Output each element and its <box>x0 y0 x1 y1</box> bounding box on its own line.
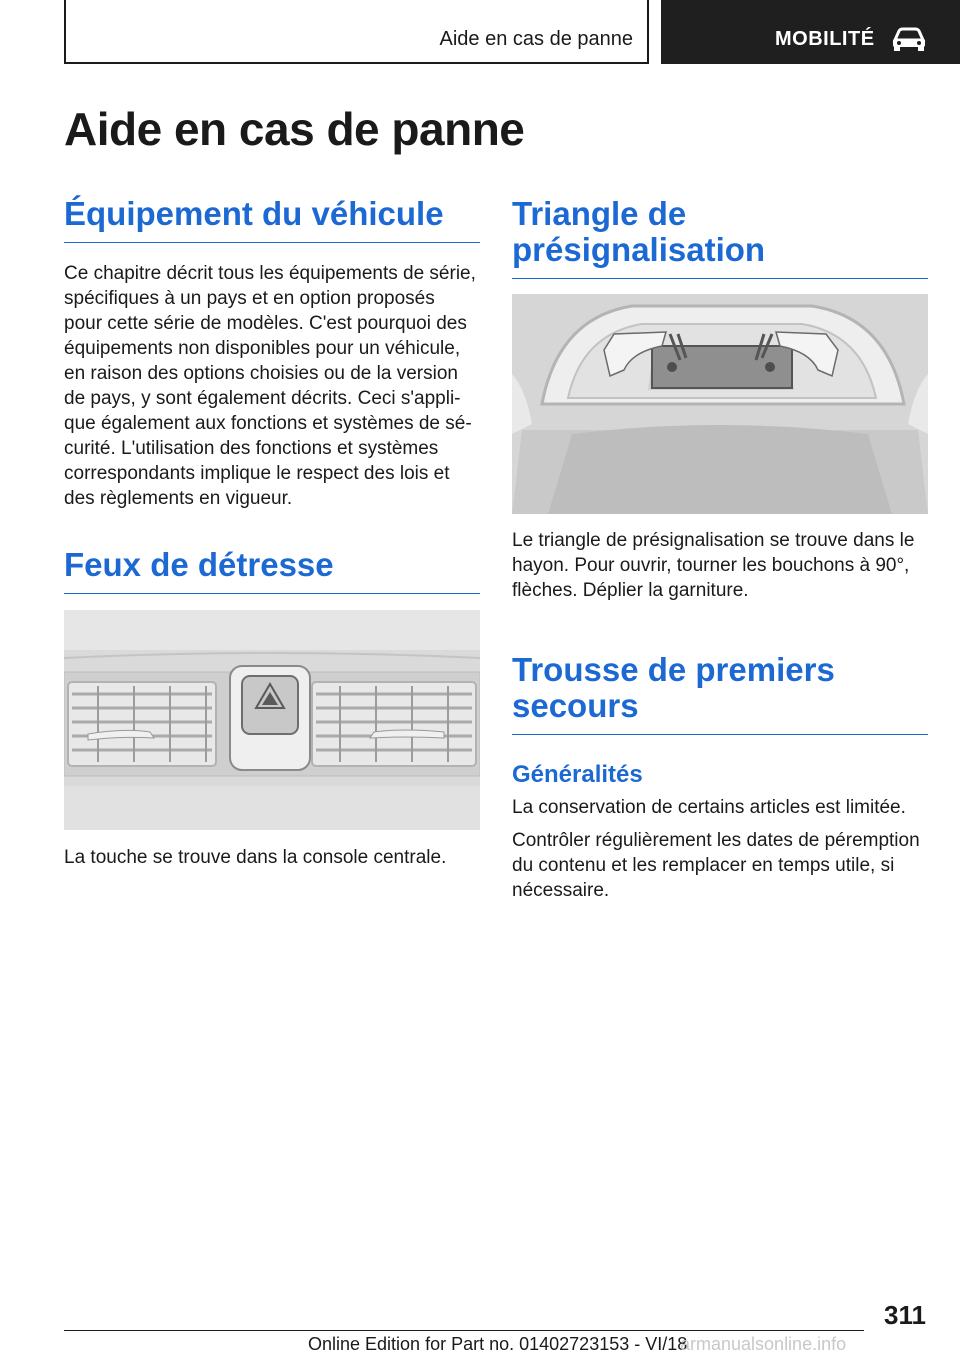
equipment-line: des règlements en vigueur. <box>64 488 293 509</box>
equipment-paragraph <box>64 261 480 511</box>
equipment-line: pour cette série de modèles. C'est pourquoi des <box>64 313 467 334</box>
equipment-line: curité. L'utilisation des fonctions et systèmes <box>64 438 439 459</box>
equipment-line: que également aux fonctions et systèmes de sé‐ <box>64 413 472 434</box>
triangle-section <box>512 196 928 279</box>
triangle-heading-line: présignalisation <box>512 231 766 268</box>
edition-note: Online Edition for Part no. 01402723153 - VI/18 <box>308 1334 688 1354</box>
triangle-caption <box>512 528 928 603</box>
hazard-switch-illustration <box>64 610 480 830</box>
equipment-line: spécifiques à un pays et en option proposés <box>64 288 435 309</box>
first-aid-para1: La conservation de certains articles est limitée. <box>512 797 906 818</box>
warning-triangle-illustration <box>512 294 928 514</box>
first-aid-para2-line: Contrôler régulièrement les dates de péremption <box>512 830 920 851</box>
first-aid-para2-line: nécessaire. <box>512 880 610 901</box>
hazard-section <box>64 547 480 594</box>
first-aid-para2 <box>512 828 928 903</box>
first-aid-heading-line: secours <box>512 687 639 724</box>
equipment-line: en raison des options choisies ou de la version <box>64 363 458 384</box>
page-number: 311 <box>884 1300 926 1330</box>
header-chapter-title: MOBILITÉ <box>775 28 875 50</box>
hazard-heading: Feux de détresse <box>64 547 480 594</box>
triangle-caption-line: Le triangle de présignalisation se trouve dans le <box>512 530 915 551</box>
first-aid-subheading: Généralités <box>512 761 643 788</box>
equipment-section <box>64 196 480 511</box>
hazard-caption: La touche se trouve dans la console centrale. <box>64 847 447 868</box>
equipment-line: équipements non disponibles pour un véhicule, <box>64 338 461 359</box>
first-aid-para2-line: du contenu et les remplacer en temps utile, si <box>512 855 895 876</box>
equipment-line: de pays, y sont également décrits. Ceci s'appli‐ <box>64 388 461 409</box>
equipment-heading: Équipement du véhicule <box>64 196 480 243</box>
header-chapter-box <box>661 0 960 64</box>
watermark: armanualsonline.info <box>680 1334 847 1354</box>
triangle-heading <box>512 196 928 279</box>
page-title: Aide en cas de panne <box>64 103 525 155</box>
header-section-title: Aide en cas de panne <box>439 28 633 50</box>
header-section-box <box>64 0 649 64</box>
triangle-heading-line: Triangle de <box>512 195 687 232</box>
first-aid-heading-line: Trousse de premiers <box>512 651 835 688</box>
triangle-caption-line: flèches. Déplier la garniture. <box>512 580 749 601</box>
hazard-caption-block <box>64 845 480 870</box>
first-aid-heading <box>512 652 928 735</box>
car-icon <box>891 26 927 52</box>
equipment-line: correspondants implique le respect des lois et <box>64 463 450 484</box>
footer-divider <box>64 1330 864 1331</box>
equipment-line: Ce chapitre décrit tous les équipements de série, <box>64 263 476 284</box>
triangle-caption-line: hayon. Pour ouvrir, tourner les bouchons à 90°, <box>512 555 910 576</box>
first-aid-section <box>512 652 928 903</box>
